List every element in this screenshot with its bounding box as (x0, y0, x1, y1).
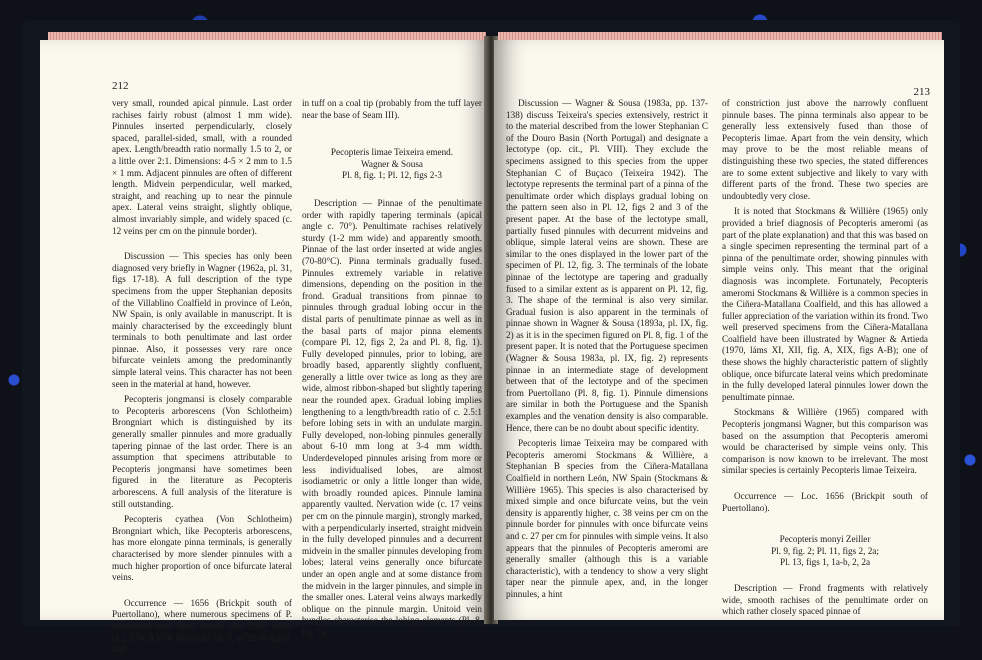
species-authors: Wagner & Sousa (360, 158, 424, 169)
left-column-2 (302, 98, 482, 643)
species-plates: Pl. 8, fig. 1; Pl. 12, figs 2-3 (341, 170, 443, 181)
paragraph: Discussion — Wagner & Sousa (1983a, pp. 137-138) discuss Teixeira's species extensively, restrict it to the material described from the lower Stephanian C of the Douro Basin (North Portugal) and designate a lectotype (op. cit., Pl. VIII). They exclude the specimens assigned to this species from the upper Stephanian C of Buçaco (Teixeira 1942). The lectotype represents the terminal part of a pinna of the penultimate order which displays gradual lobing on the pattern seen also in Pl. 12, figs 2 and 3 of the present paper. At the base of the lectotype small, partially fused pinnules with decurrent midveins and oblique, simple lateral veins are shown. These are similar to the ones displayed in the lower part of the specimen of Pl. 12, fig. 3. The terminals of the lobate pinnae of the lectotype are tapering and gradually fused to a similar extent as is apparent on Pl. 12, fig. 3. The shape of the terminal is also very similar. Gradual fusion is also apparent in the terminals of pinnae shown in Wagner & Sousa (1893a, pl. IX, fig. 2) as it is in the specimen figured on Pl. 8, fig. 1 of the present paper. It is noted that the Portuguese specimen (Wagner & Sousa 1983a, pl. IX, fig. 2) represents pinnae in an intermediate stage of development between that of the lectotype and of the specimen from Puertollano (Pl. 8, fig. 1). Pinnule dimensions are similar in both the Portuguese and the Spanish examples and the venation density is also comparable. Hence, there can be no doubt about specific identity. (506, 98, 708, 433)
species-heading: Pecopteris monyi Zeiller (779, 534, 871, 545)
right-page-number: 213 (913, 86, 930, 98)
paragraph: Description — Pinnae of the penultimate order with rapidly tapering terminals (apical angle c. 70°). Penultimate rachises relatively sturdy (1-2 mm wide) and apparently smooth. Pinnae of the last order inserted at wide angles (70-80°C). Pinna terminals gradually fused. Pinnules extremely variable in relative dimensions, depending on the position in the frond. Gradual transitions from pinnae to pinnules through gradual lobing occur in the distal parts of penultimate pinnae as well as in the basal parts of major pinna elements (compare Pl. 12, figs 2, 2a and Pl. 8, fig. 1). Fully developed pinnules, prior to lobing, are broadly based, apparently slightly confluent, generally a little over twice as long as they are wide, almost ribbon-shaped but slightly tapering near the rounded apex. Gradual lobing implies lengthening to a length/breadth ratio of c. 2.5:1 before lobing sets in with an undulate margin. Fully developed, non-lobing pinnules generally about 6-10 mm long at 3-4 mm width. Underdeveloped pinnules arising from more or less individualised lobes, are almost isodiametric or only a little longer than wide, with broadly rounded apices. Pinnule lamina apparently vaulted. Nervation wide (c. 17 veins per cm on the pinnule margin), strongly marked, with a perpendicularly inserted, straight midvein in the fully developed pinnules and a decurrent midvein in the smaller pinnules developing from lobes; lateral veins generally once bifurcate under an open angle and at some distance from the midvein in the larger pinnules, and simple in the smaller ones. Lateral veins always markedly oblique on the pinnule margin. Unitoid vein bundles characterise the lobing elements (Pl. 8, fig. 1). (302, 197, 482, 637)
paragraph: very small, rounded apical pinnule. Last order rachises fairly robust (almost 1 mm wide). Pinnules inserted perpendicularly, closely spaced, parallel-sided, small, with a rounded apex. Length/breadth ratio normally 1.5 to 2, or a little over 2:1. Dimensions: 4-5 × 2 mm to 1.5 × 1 mm. Adjacent pinnules are often of different length. Midvein perpendicular, well marked, straight, and reaching up to near the pinnule apex. Lateral veins straight, slightly oblique, almost invariably simple, and widely spaced (c. 12 veins per cm on the pinnule border). (112, 98, 292, 236)
paragraph: Occurrence — 1656 (Brickpit south of Puertollano), where numerous specimens of P. jongmansi have been found; also 2943 (with cf.), ENCASUR Borehole SE 3, at 28 m depth, and (112, 597, 292, 655)
species-heading: Pecopteris limae Teixeira emend. (330, 147, 454, 158)
open-book (30, 28, 952, 655)
left-column-1 (112, 98, 292, 660)
paragraph: Discussion — This species has only been diagnosed very briefly in Wagner (1962a, pl. 31, figs 17-18). A full description of the type specimens from the upper Stephanian deposits of the Villablino Coalfield in province of León, NW Spain, is only available in manuscript. It is mainly characterised by the exceedingly blunt terminals to both penultimate and last order pinnae. Also, it possesses very rare once bifurcate veinlets among the predominantly simple lateral veins. This character has not been seen in the material at hand, however. (112, 251, 292, 389)
right-page (494, 40, 944, 620)
paragraph: It is noted that Stockmans & Willière (1965) only provided a brief diagnosis of Pecopteris ameromi (as part of the plate explanation) and that this was based on a single specimen representing the terminal part of a pinna of the penultimate order, showing pinnules with simple veins only. This meant that the original diagnosis was incomplete. Fortunately, Pecopteris ameromi Stockmans & Willière is a common species in the Ciñera-Matallana Coalfield, and this has allowed a fuller appreciation of the variation within its frond. Two well preserved specimens from the Ciñera-Matallana Coalfield have been illustrated by Wagner & Artieda (1970, láms XI, XII, fig. A, XIX, figs A-B); one of these shows the highly characteristic pattern of slightly oblique, once bifurcate lateral veins which predominate in the fully developed lateral pinnules lower down the penultimate pinnae. (722, 206, 928, 402)
paragraph: Pecopteris cyathea (Von Schlotheim) Brongniart which, like Pecopteris arborescens, has more elongate pinna terminals, is generally characterised by more slender pinnules with a much higher proportion of once bifurcate lateral veins. (112, 514, 292, 583)
paragraph: Stockmans & Willière (1965) compared with Pecopteris jongmansi Wagner, but this comparison was based on the assumption that Pecopteris ameromi would be characterised by simple veins only. This comparison is now known to be irrelevant. The most similar species is certainly Pecopteris limae Teixeira. (722, 407, 928, 476)
paragraph: of constriction just above the narrowly confluent pinnule bases. The pinna terminals also appear to be generally less extensively fused than those of Pecopteris limae. Apart from the vein density, which may prove to be the most reliable means of distinguishing these two species, the stated differences are to some extent subjective and likely to vary with different parts of the frond. These two species are undoubtedly very close. (722, 98, 928, 201)
right-column-2 (722, 98, 928, 622)
left-page-number: 212 (112, 80, 129, 92)
paragraph: in tuff on a coal tip (probably from the tuff layer near the base of Seam III). (302, 98, 482, 120)
species-plates: Pl. 13, figs 1, 1a-b, 2, 2a (779, 557, 871, 568)
paragraph: Pecopteris limae Teixeira may be compared with Pecopteris ameromi Stockmans & Willière, a Stephanian B species from the Ciñera-Matallana Coalfield in northern León, NW Spain (Stockmans & Willière 1965). This species is also characterised by mixed simple and once bifurcate veins, but the vein density is apparently higher, c. 38 veins per cm on the pinnule border for pinnules with once bifurcate veins and c. 27 per cm for pinnules with simple veins. It also appears that the pinnules of Pecopteris ameromi are generally smaller (although this is a variable characteristic), with a tendency to show a very slight taper near the pinnule apex, and, in the longer pinnules, a hint (506, 438, 708, 599)
paragraph: Occurrence — Loc. 1656 (Brickpit south of Puertollano). (722, 491, 928, 513)
left-page (40, 40, 490, 655)
right-column-1 (506, 98, 708, 605)
paragraph: Description — Frond fragments with relatively wide, smooth rachises of the penultimate order on which rather closely spaced pinnae of (722, 582, 928, 617)
species-plates: Pl. 9, fig. 2; Pl. 11, figs 2, 2a; (771, 545, 879, 556)
paragraph: Pecopteris jongmansi is closely comparable to Pecopteris arborescens (Von Schlotheim) Brongniart which is distinguished by its generally smaller pinnules and more gradually tapering pinnae of the last order. There is an assumption that specimens attributable to Pecopteris jongmansi have sometimes been figured in the literature as Pecopteris arborescens. A full analysis of the literature is still outstanding. (112, 394, 292, 509)
